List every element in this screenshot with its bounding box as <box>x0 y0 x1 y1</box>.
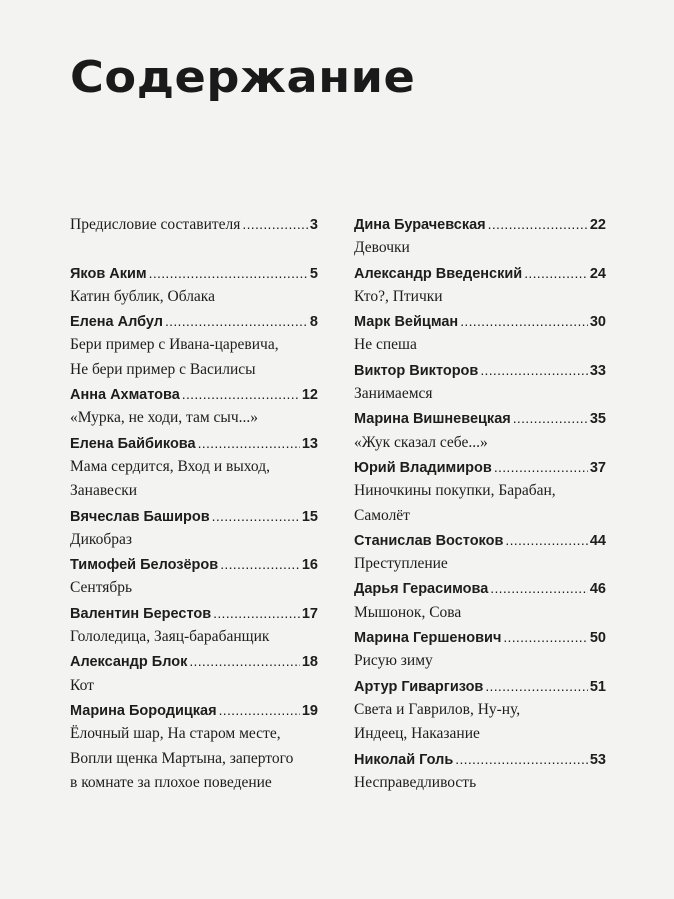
dot-leader <box>198 431 300 455</box>
author-name: Елена Байбикова <box>70 435 196 452</box>
dot-leader <box>165 309 308 333</box>
dot-leader <box>488 212 588 236</box>
dot-leader <box>490 576 588 600</box>
work-titles: «Жук сказал себе...» <box>354 433 488 451</box>
page-number: 5 <box>309 265 318 282</box>
dot-leader <box>480 358 588 382</box>
work-titles: Дикобраз <box>70 530 132 548</box>
work-titles: Мама сердится, Вход и выход, <box>70 457 271 475</box>
author-name: Станислав Востоков <box>354 532 504 549</box>
page-number: 22 <box>589 217 606 233</box>
dot-leader <box>219 698 300 722</box>
author-name: Марк Вейцман <box>354 314 459 331</box>
toc-entry[interactable] <box>70 431 318 455</box>
page-number: 44 <box>589 532 606 549</box>
dot-leader <box>455 747 588 771</box>
work-titles: Девочки <box>354 239 410 257</box>
page-number: 35 <box>589 411 606 428</box>
work-titles: Света и Гаврилов, Ну-ну, <box>354 700 521 718</box>
page-number: 13 <box>301 435 318 452</box>
page-number: 12 <box>301 387 318 404</box>
page-number: 50 <box>589 630 606 647</box>
work-titles: Индеец, Наказание <box>354 725 480 743</box>
toc-left-column <box>70 212 318 795</box>
toc-entry[interactable] <box>70 261 318 285</box>
page-number: 24 <box>589 265 606 282</box>
author-name: Александр Блок <box>70 654 188 671</box>
dot-leader <box>213 601 300 625</box>
work-titles: Преступление <box>354 555 448 573</box>
author-name: Юрий Владимиров <box>354 459 492 476</box>
page-number: 16 <box>301 557 318 574</box>
page-number: 33 <box>589 362 606 379</box>
toc-entry[interactable] <box>354 261 606 285</box>
dot-leader <box>513 406 588 430</box>
author-name: Вячеслав Баширов <box>70 508 210 525</box>
toc-entry[interactable] <box>70 649 318 673</box>
dot-leader <box>524 261 588 285</box>
dot-leader <box>503 625 588 649</box>
page-number: 19 <box>301 702 318 719</box>
page-number: 3 <box>309 217 318 233</box>
page-number: 51 <box>589 678 606 695</box>
work-titles: Катин бублик, Облака <box>70 287 215 305</box>
spacer <box>70 236 318 260</box>
work-titles: Сентябрь <box>70 579 133 597</box>
page-number: 8 <box>309 314 318 331</box>
toc-entry[interactable] <box>354 358 606 382</box>
author-name: Дарья Герасимова <box>354 581 489 598</box>
work-titles: Занавески <box>70 482 138 500</box>
work-titles: Вопли щенка Мартына, запертого <box>70 749 294 767</box>
toc-entry[interactable] <box>354 309 606 333</box>
page-number: 15 <box>301 508 318 525</box>
author-name: Виктор Викторов <box>354 362 479 379</box>
work-titles: Мышонок, Сова <box>354 603 462 621</box>
toc-entry[interactable] <box>70 504 318 528</box>
toc-entry[interactable] <box>354 625 606 649</box>
dot-leader <box>505 528 587 552</box>
page-number: 30 <box>589 314 606 331</box>
toc-entry[interactable] <box>70 698 318 722</box>
work-titles: Кто?, Птички <box>354 287 443 305</box>
author-name: Марина Гершенович <box>354 630 502 647</box>
author-name: Валентин Берестов <box>70 605 212 622</box>
dot-leader <box>494 455 588 479</box>
toc-entry[interactable] <box>70 309 318 333</box>
author-name: Дина Бурачевская <box>354 217 486 233</box>
page-number: 46 <box>589 581 606 598</box>
dot-leader <box>149 261 308 285</box>
toc-entry[interactable] <box>70 212 318 236</box>
author-name: Елена Албул <box>70 314 163 331</box>
dot-leader <box>182 382 300 406</box>
work-titles: Бери пример с Ивана-царевича, <box>70 336 279 354</box>
toc-entry[interactable] <box>354 674 606 698</box>
toc-entry[interactable] <box>354 747 606 771</box>
dot-leader <box>485 674 588 698</box>
page-number: 53 <box>589 751 606 768</box>
author-name: Марина Вишневецкая <box>354 411 511 428</box>
page-number: 17 <box>301 605 318 622</box>
page-number: 37 <box>589 459 606 476</box>
dot-leader <box>189 649 300 673</box>
toc-entry[interactable] <box>354 212 606 236</box>
work-titles: в комнате за плохое поведение <box>70 773 272 791</box>
toc-entry[interactable] <box>70 601 318 625</box>
dot-leader <box>460 309 588 333</box>
author-name: Яков Аким <box>70 265 147 282</box>
work-titles: Не бери пример с Василисы <box>70 360 256 378</box>
toc-entry-title: Предисловие составителя <box>70 216 241 233</box>
work-titles: Ёлочный шар, На старом месте, <box>70 725 281 743</box>
work-titles: Ниночкины покупки, Барабан, <box>354 482 556 500</box>
toc-entry[interactable] <box>354 576 606 600</box>
author-name: Артур Гиваргизов <box>354 678 484 695</box>
work-titles: Гололедица, Заяц-барабанщик <box>70 628 270 646</box>
toc-entry[interactable] <box>70 552 318 576</box>
work-titles: Кот <box>70 676 94 694</box>
toc-entry[interactable] <box>354 406 606 430</box>
work-titles: Занимаемся <box>354 385 433 403</box>
work-titles: «Мурка, не ходи, там сыч...» <box>70 409 259 427</box>
author-name: Марина Бородицкая <box>70 702 217 719</box>
toc-entry[interactable] <box>354 455 606 479</box>
author-name: Анна Ахматова <box>70 387 180 404</box>
toc-entry[interactable] <box>70 382 318 406</box>
author-name: Александр Введенский <box>354 265 523 282</box>
work-titles: Не спеша <box>354 336 417 354</box>
dot-leader <box>242 212 308 236</box>
page-title: Содержание <box>70 52 416 103</box>
page-number: 18 <box>301 654 318 671</box>
dot-leader <box>212 504 300 528</box>
work-titles: Несправедливость <box>354 773 477 791</box>
dot-leader <box>220 552 300 576</box>
toc-entry[interactable] <box>354 528 606 552</box>
toc-right-column <box>354 212 606 795</box>
work-titles: Самолёт <box>354 506 410 524</box>
work-titles: Рисую зиму <box>354 652 433 670</box>
author-name: Тимофей Белозёров <box>70 557 219 574</box>
author-name: Николай Голь <box>354 751 454 768</box>
